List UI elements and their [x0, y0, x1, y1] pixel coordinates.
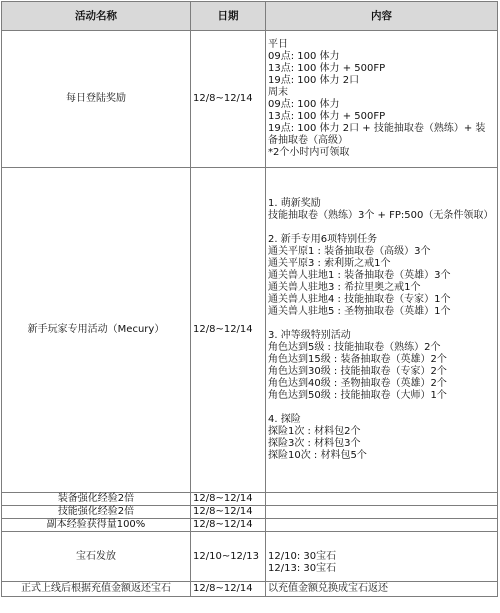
blank-line	[268, 318, 495, 330]
event-date-cell: 12/8~12/14	[191, 168, 266, 493]
content-line: 角色达到5级 : 技能抽取卷（熟练）2个	[268, 342, 441, 353]
content-line: 以充值金额兑换成宝石返还	[268, 583, 388, 594]
blank-line	[268, 402, 495, 414]
event-content-cell	[266, 31, 498, 168]
content-line: 19点: 100 体力 2口	[268, 75, 360, 86]
content-line: 探险3次 : 材料包3个	[268, 438, 361, 449]
table-row	[2, 506, 498, 519]
content-line: 周末	[268, 87, 288, 98]
event-name-cell: 宝石发放	[2, 532, 191, 582]
table-body	[2, 31, 498, 597]
event-name-cell: 每日登陆奖励	[2, 31, 191, 168]
content-line: 通关平原1 : 装备抽取卷（高级）3个	[268, 246, 431, 257]
header-content: 内容	[266, 2, 498, 31]
content-line: 通关兽人驻地5 : 圣物抽取卷（英雄）1个	[268, 306, 451, 317]
event-name-cell: 技能强化经验2倍	[2, 506, 191, 519]
content-line: 通关兽人驻地3 : 希拉里奥之戒1个	[268, 282, 421, 293]
content-line: 4. 探险	[268, 414, 301, 425]
content-line: 角色达到40级 : 圣物抽取卷（英雄）2个	[268, 378, 447, 389]
content-line: 09点: 100 体力	[268, 99, 340, 110]
blank-line	[268, 222, 495, 234]
content-line: 2. 新手专用6项特别任务	[268, 234, 378, 245]
table-row	[2, 493, 498, 506]
content-line: 3. 冲等级特别活动	[268, 330, 351, 341]
event-name-cell: 正式上线后根据充值金额返还宝石	[2, 582, 191, 597]
content-line: 12/10: 30宝石	[268, 550, 337, 562]
header-date: 日期	[191, 2, 266, 31]
content-line: 12/13: 30宝石	[268, 562, 337, 574]
content-line: 探险1次 : 材料包2个	[268, 426, 361, 437]
event-content-cell	[266, 519, 498, 532]
content-line: 角色达到15级 : 装备抽取卷（英雄）2个	[268, 354, 447, 365]
blank-line	[268, 539, 495, 551]
content-line: 通关兽人驻地4 : 技能抽取卷（专家）1个	[268, 294, 451, 305]
content-line: 19点: 100 体力 2口 + 技能抽取卷（熟练）+ 装备抽取卷（高级）	[268, 123, 486, 146]
content-line: 13点: 100 体力 + 500FP	[268, 63, 386, 74]
event-content-cell	[266, 532, 498, 582]
content-line: 平日	[268, 39, 288, 50]
event-name-cell: 装备强化经验2倍	[2, 493, 191, 506]
content-line: 通关平原3 : 索利斯之戒1个	[268, 258, 391, 269]
event-date-cell: 12/8~12/14	[191, 493, 266, 506]
header-event-name: 活动名称	[2, 2, 191, 31]
table-header-row	[2, 2, 498, 31]
content-line: 角色达到30级 : 技能抽取卷（专家）2个	[268, 366, 447, 377]
event-date-cell: 12/8~12/14	[191, 31, 266, 168]
content-line: 13点: 100 体力 + 500FP	[268, 111, 386, 122]
event-content-cell	[266, 582, 498, 597]
content-line: 1. 萌新奖励	[268, 198, 321, 209]
table-row	[2, 31, 498, 168]
event-date-cell: 12/8~12/14	[191, 582, 266, 597]
event-content-cell	[266, 493, 498, 506]
event-date-cell: 12/10~12/13	[191, 532, 266, 582]
table-row	[2, 582, 498, 597]
content-line: *2个小时内可领取	[268, 147, 350, 158]
event-content-cell	[266, 506, 498, 519]
content-line: 技能抽取卷（熟练）3个 + FP:500（无条件领取）	[268, 210, 494, 221]
event-table	[1, 1, 498, 597]
event-name-cell: 副本经验获得量100%	[2, 519, 191, 532]
content-line: 通关兽人驻地1 : 装备抽取卷（英雄）3个	[268, 270, 451, 281]
table-row	[2, 532, 498, 582]
event-date-cell: 12/8~12/14	[191, 506, 266, 519]
event-name-cell: 新手玩家专用活动（Mecury）	[2, 168, 191, 493]
table-row	[2, 168, 498, 493]
event-date-cell: 12/8~12/14	[191, 519, 266, 532]
content-line: 探险10次 : 材料包5个	[268, 450, 367, 461]
table-row	[2, 519, 498, 532]
content-line: 角色达到50级 : 技能抽取卷（大师）1个	[268, 390, 447, 401]
content-line: 09点: 100 体力	[268, 51, 340, 62]
event-content-cell	[266, 168, 498, 493]
